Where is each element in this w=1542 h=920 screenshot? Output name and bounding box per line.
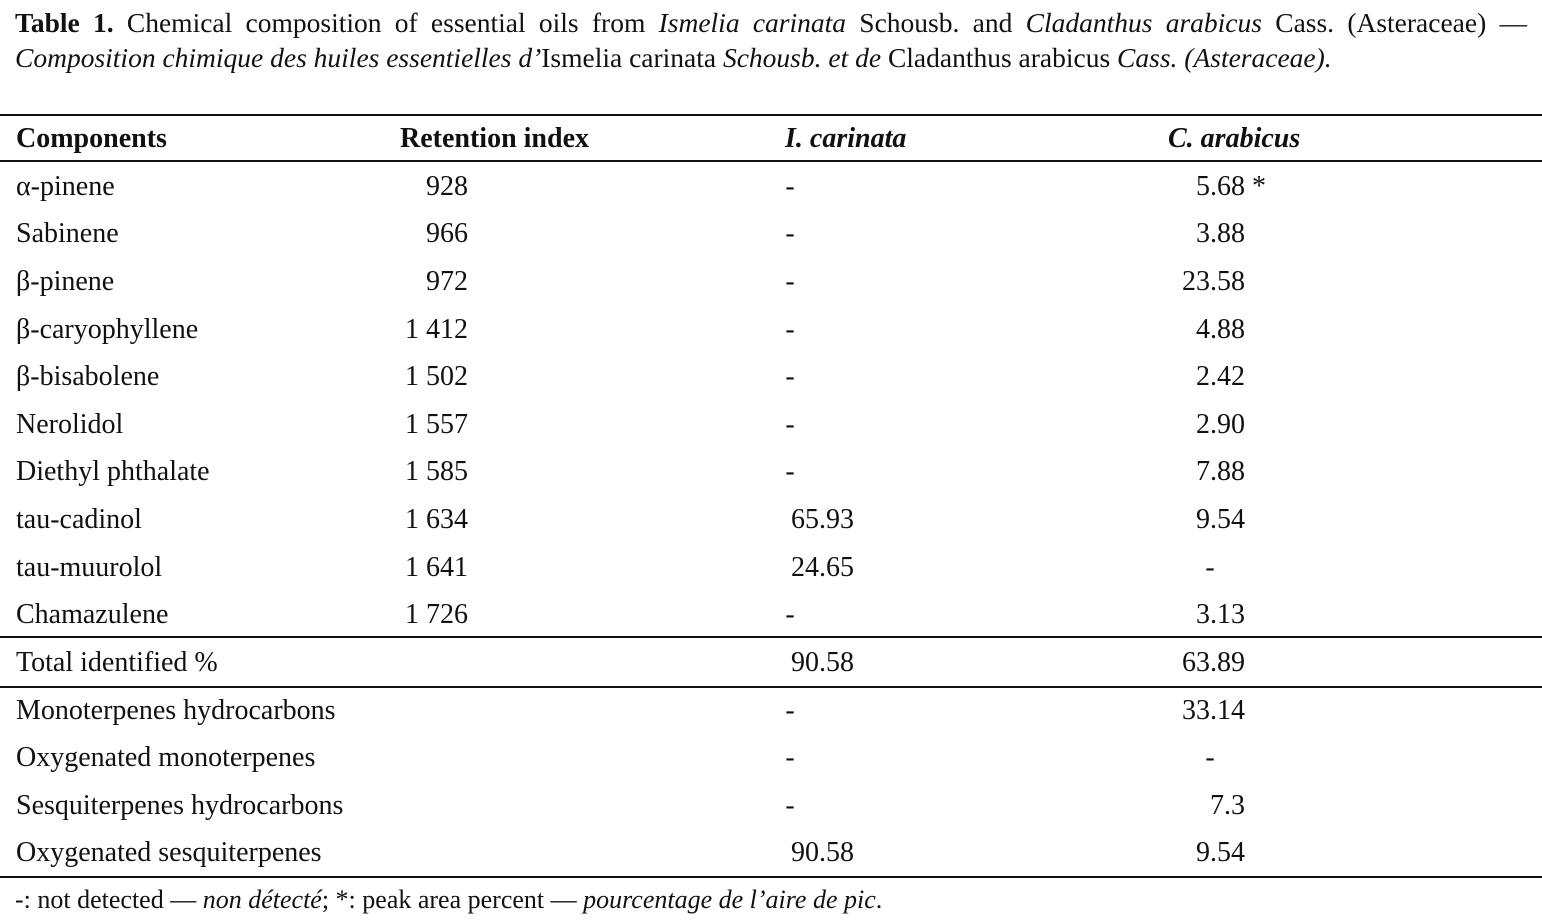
c-arabicus-value: -	[1205, 552, 1215, 583]
retention-index: 966	[426, 218, 468, 249]
total-top-rule	[0, 636, 1542, 638]
c-arabicus-value: 23.58	[1182, 266, 1245, 297]
caption-species: Cladanthus arabicus	[887, 41, 1111, 73]
total-i-carinata: 90.58	[791, 647, 854, 678]
c-arabicus-value: 5.68	[1196, 171, 1245, 202]
i-carinata-value: -	[785, 218, 795, 249]
class-i-carinata-value: 90.58	[791, 837, 854, 868]
c-arabicus-value: 3.13	[1196, 599, 1245, 630]
component-name: Chamazulene	[16, 599, 169, 630]
caption-french: Schousb. et de	[722, 41, 882, 73]
total-label: Total identified %	[16, 647, 218, 678]
caption-label: Table 1.	[15, 7, 114, 38]
table-bottom-rule	[0, 876, 1542, 878]
i-carinata-value: -	[785, 266, 795, 297]
class-i-carinata-value: -	[785, 790, 795, 821]
class-i-carinata-value: -	[785, 695, 795, 726]
table-caption	[15, 6, 1527, 75]
retention-index: 1 412	[405, 314, 468, 345]
header-i-carinata: I. carinata	[785, 123, 907, 154]
class-name: Oxygenated sesquiterpenes	[16, 837, 322, 868]
caption-text: Chemical composition of essential oils from	[126, 7, 646, 38]
c-arabicus-value: 4.88	[1196, 314, 1245, 345]
retention-index: 1 726	[405, 599, 468, 630]
retention-index: 1 585	[405, 456, 468, 487]
class-c-arabicus-value: 7.3	[1210, 790, 1245, 821]
caption-species: Ismelia carinata	[658, 7, 847, 38]
i-carinata-value: 24.65	[791, 552, 854, 583]
i-carinata-value: -	[785, 171, 795, 202]
peak-area-note: *	[1252, 171, 1266, 202]
retention-index: 972	[426, 266, 468, 297]
caption-french: Cass. (Asteraceae).	[1117, 41, 1332, 73]
class-name: Oxygenated monoterpenes	[16, 742, 316, 773]
caption-french: Composition chimique des huiles essentielles d’	[15, 41, 542, 73]
component-name: Nerolidol	[16, 409, 124, 440]
caption-species: Ismelia carinata	[541, 41, 717, 73]
table-footnote	[15, 884, 882, 916]
caption-text: Schousb. and	[859, 7, 1013, 38]
footnote-text: -: not detected —	[15, 885, 197, 914]
c-arabicus-value: 9.54	[1196, 504, 1245, 535]
caption-text: Cass. (Asteraceae) —	[1275, 7, 1528, 38]
component-name: β-caryophyllene	[16, 314, 199, 345]
caption-species: Cladanthus arabicus	[1025, 7, 1262, 38]
table-top-rule	[0, 114, 1542, 116]
class-c-arabicus-value: -	[1205, 742, 1215, 773]
c-arabicus-value: 7.88	[1196, 456, 1245, 487]
component-name: Diethyl phthalate	[16, 456, 210, 487]
retention-index: 1 634	[405, 504, 468, 535]
component-name: tau-cadinol	[16, 504, 142, 535]
i-carinata-value: 65.93	[791, 504, 854, 535]
i-carinata-value: -	[785, 314, 795, 345]
component-name: tau-muurolol	[16, 552, 163, 583]
i-carinata-value: -	[785, 599, 795, 630]
total-c-arabicus: 63.89	[1182, 647, 1245, 678]
header-rule	[0, 160, 1542, 162]
header-components: Components	[16, 123, 167, 154]
component-name: Sabinene	[16, 218, 119, 249]
class-name: Monoterpenes hydrocarbons	[16, 695, 336, 726]
footnote-french: non détecté	[202, 885, 322, 914]
class-name: Sesquiterpenes hydrocarbons	[16, 790, 344, 821]
c-arabicus-value: 3.88	[1196, 218, 1245, 249]
retention-index: 1 502	[405, 361, 468, 392]
retention-index: 928	[426, 171, 468, 202]
retention-index: 1 557	[405, 409, 468, 440]
footnote-text: .	[875, 885, 883, 914]
c-arabicus-value: 2.42	[1196, 361, 1245, 392]
component-name: β-pinene	[16, 266, 115, 297]
i-carinata-value: -	[785, 361, 795, 392]
header-retention-index: Retention index	[400, 123, 589, 154]
class-c-arabicus-value: 33.14	[1182, 695, 1245, 726]
c-arabicus-value: 2.90	[1196, 409, 1245, 440]
component-name: α-pinene	[16, 171, 115, 202]
class-c-arabicus-value: 9.54	[1196, 837, 1245, 868]
component-name: β-bisabolene	[16, 361, 160, 392]
footnote-text: ; *: peak area percent —	[321, 885, 577, 914]
header-c-arabicus: C. arabicus	[1168, 123, 1301, 154]
footnote-french: pourcentage de l’aire de pic	[583, 885, 876, 914]
i-carinata-value: -	[785, 409, 795, 440]
class-i-carinata-value: -	[785, 742, 795, 773]
retention-index: 1 641	[405, 552, 468, 583]
total-bottom-rule	[0, 686, 1542, 688]
i-carinata-value: -	[785, 456, 795, 487]
